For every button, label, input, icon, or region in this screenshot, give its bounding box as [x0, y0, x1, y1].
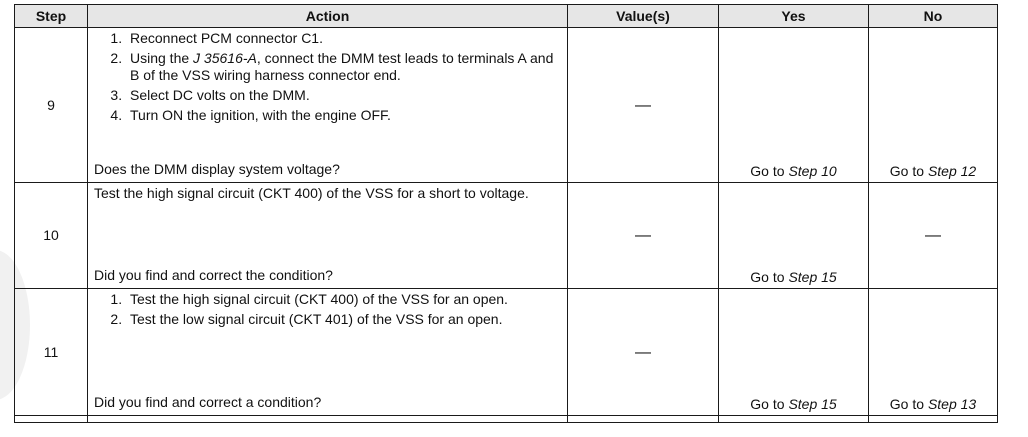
empty-cell [719, 416, 869, 423]
action-cell [88, 28, 568, 183]
goto-step-link[interactable]: Step 12 [927, 163, 977, 179]
action-item: 1. Test the high signal circuit (CKT 400) of the VSS for an open. [126, 291, 561, 308]
value-cell: — [568, 289, 719, 416]
table-row-step-10 [15, 183, 998, 289]
no-cell [869, 28, 998, 183]
goto-text: Go to [750, 163, 789, 179]
goto-text: Go to [750, 269, 789, 285]
goto-step-link[interactable]: Step 10 [788, 163, 837, 179]
header-row [15, 5, 998, 28]
step-number: 9 [15, 28, 88, 183]
step-number: 11 [15, 289, 88, 416]
empty-cell [568, 416, 719, 423]
header-step: Step [15, 5, 88, 28]
action-item: 1. Reconnect PCM connector C1. [126, 30, 561, 47]
header-action: Action [88, 5, 568, 28]
yes-cell [719, 289, 869, 416]
goto-step-link[interactable]: Step 13 [927, 396, 977, 412]
goto-text: Go to [889, 396, 928, 412]
goto-step-link[interactable]: Step 15 [788, 396, 837, 412]
header-values: Value(s) [568, 5, 719, 28]
action-item: 2. Test the low signal circuit (CKT 401) of the VSS for an open. [126, 311, 561, 328]
action-item: 4. Turn ON the ignition, with the engine OFF. [126, 107, 561, 124]
header-yes: Yes [719, 5, 869, 28]
action-item [126, 50, 561, 84]
empty-cell [88, 416, 568, 423]
goto-text: Go to [889, 163, 928, 179]
no-cell [869, 289, 998, 416]
empty-cell [869, 416, 998, 423]
yes-cell [719, 28, 869, 183]
action-list [94, 28, 561, 127]
tool-name: J 35616-A [193, 50, 257, 66]
action-list [94, 289, 561, 331]
question-text: Does the DMM display system voltage? [94, 161, 340, 177]
no-cell: — [869, 183, 998, 289]
action-text: , connect the DMM test leads to terminals A and B of the VSS wiring harness connector end. [130, 50, 554, 83]
action-cell [88, 289, 568, 416]
action-text: Test the high signal circuit (CKT 400) of the VSS for a short to voltage. [94, 185, 529, 201]
question-text: Did you find and correct a condition? [94, 394, 322, 410]
question-text: Did you find and correct the condition? [94, 267, 333, 283]
action-cell [88, 183, 568, 289]
action-text: Using the [130, 50, 194, 66]
goto-text: Go to [750, 396, 789, 412]
yes-cell [719, 183, 869, 289]
goto-step-link[interactable]: Step 15 [788, 269, 837, 285]
value-cell: — [568, 28, 719, 183]
header-no: No [869, 5, 998, 28]
empty-cell [15, 416, 88, 423]
value-cell: — [568, 183, 719, 289]
step-number: 10 [15, 183, 88, 289]
diagnostic-table [14, 4, 998, 423]
table-row-step-11 [15, 289, 998, 416]
action-item: 3. Select DC volts on the DMM. [126, 87, 561, 104]
table-row-step-9 [15, 28, 998, 183]
table-row-partial [15, 416, 998, 423]
